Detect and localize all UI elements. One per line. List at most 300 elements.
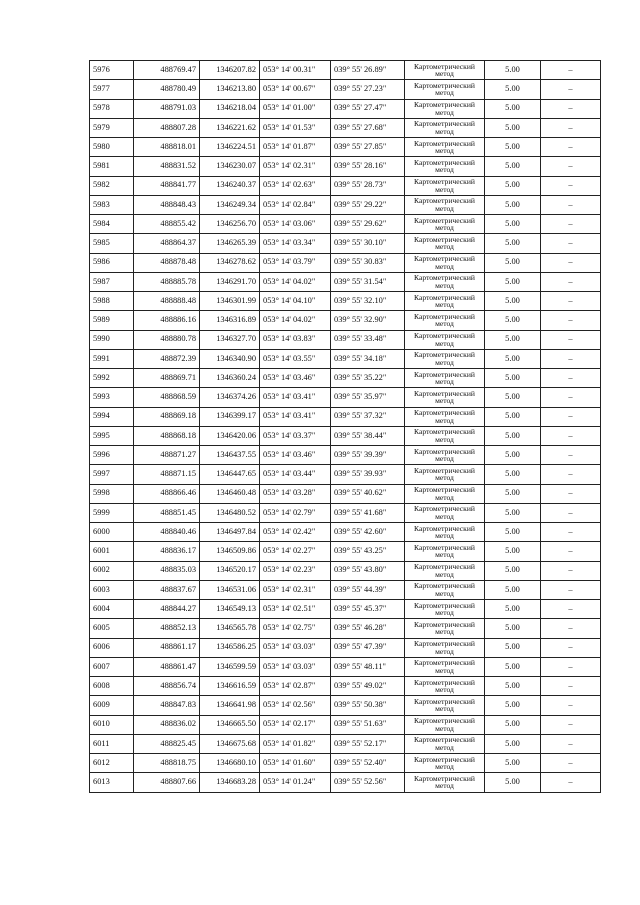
cell-x-coordinate: 488861.17 [134, 638, 200, 657]
cell-y-coordinate: 1346497.84 [200, 523, 260, 542]
cell-latitude: 053° 14' 03.83" [260, 330, 331, 349]
table-row [90, 600, 601, 619]
table-row [90, 195, 601, 214]
cell-note: – [541, 272, 601, 291]
cell-note: – [541, 369, 601, 388]
cell-accuracy: 5.00 [485, 407, 541, 426]
cell-x-coordinate: 488868.59 [134, 388, 200, 407]
cell-longitude: 039° 55' 26.89" [331, 61, 405, 80]
cell-note: – [541, 465, 601, 484]
cell-accuracy: 5.00 [485, 234, 541, 253]
cell-latitude: 053° 14' 01.87" [260, 138, 331, 157]
coordinates-table [89, 60, 601, 793]
cell-longitude: 039° 55' 44.39" [331, 580, 405, 599]
cell-accuracy: 5.00 [485, 715, 541, 734]
table-row [90, 61, 601, 80]
cell-latitude: 053° 14' 01.82" [260, 734, 331, 753]
cell-y-coordinate: 1346221.62 [200, 118, 260, 137]
table-row [90, 542, 601, 561]
cell-method: Картометрический метод [405, 657, 485, 676]
cell-point-number: 6007 [90, 657, 134, 676]
cell-method: Картометрический метод [405, 272, 485, 291]
cell-method: Картометрический метод [405, 176, 485, 195]
cell-note: – [541, 484, 601, 503]
cell-x-coordinate: 488856.74 [134, 677, 200, 696]
cell-y-coordinate: 1346460.48 [200, 484, 260, 503]
cell-latitude: 053° 14' 02.31" [260, 157, 331, 176]
cell-method: Картометрический метод [405, 99, 485, 118]
cell-accuracy: 5.00 [485, 657, 541, 676]
table-row [90, 561, 601, 580]
cell-point-number: 5987 [90, 272, 134, 291]
cell-y-coordinate: 1346420.06 [200, 426, 260, 445]
cell-longitude: 039° 55' 27.85" [331, 138, 405, 157]
cell-y-coordinate: 1346213.80 [200, 80, 260, 99]
cell-longitude: 039° 55' 37.32" [331, 407, 405, 426]
cell-accuracy: 5.00 [485, 61, 541, 80]
cell-longitude: 039° 55' 43.80" [331, 561, 405, 580]
cell-y-coordinate: 1346256.70 [200, 215, 260, 234]
cell-longitude: 039° 55' 52.56" [331, 773, 405, 792]
cell-note: – [541, 773, 601, 792]
cell-x-coordinate: 488847.83 [134, 696, 200, 715]
cell-y-coordinate: 1346291.70 [200, 272, 260, 291]
cell-longitude: 039° 55' 27.68" [331, 118, 405, 137]
cell-x-coordinate: 488851.45 [134, 503, 200, 522]
cell-method: Картометрический метод [405, 426, 485, 445]
cell-y-coordinate: 1346240.37 [200, 176, 260, 195]
cell-point-number: 5977 [90, 80, 134, 99]
cell-accuracy: 5.00 [485, 311, 541, 330]
cell-longitude: 039° 55' 35.22" [331, 369, 405, 388]
cell-latitude: 053° 14' 02.51" [260, 600, 331, 619]
cell-accuracy: 5.00 [485, 215, 541, 234]
cell-latitude: 053° 14' 00.67" [260, 80, 331, 99]
coordinates-table-body [90, 61, 601, 793]
cell-note: – [541, 619, 601, 638]
cell-method: Картометрический метод [405, 215, 485, 234]
cell-latitude: 053° 14' 02.79" [260, 503, 331, 522]
cell-longitude: 039° 55' 49.02" [331, 677, 405, 696]
cell-x-coordinate: 488818.01 [134, 138, 200, 157]
cell-x-coordinate: 488866.46 [134, 484, 200, 503]
cell-method: Картометрический метод [405, 600, 485, 619]
cell-y-coordinate: 1346509.86 [200, 542, 260, 561]
cell-method: Картометрический метод [405, 696, 485, 715]
cell-method: Картометрический метод [405, 311, 485, 330]
cell-accuracy: 5.00 [485, 138, 541, 157]
cell-x-coordinate: 488888.48 [134, 292, 200, 311]
cell-longitude: 039° 55' 32.10" [331, 292, 405, 311]
cell-point-number: 5991 [90, 349, 134, 368]
cell-note: – [541, 195, 601, 214]
cell-y-coordinate: 1346207.82 [200, 61, 260, 80]
cell-x-coordinate: 488872.39 [134, 349, 200, 368]
cell-y-coordinate: 1346641.98 [200, 696, 260, 715]
cell-x-coordinate: 488780.49 [134, 80, 200, 99]
cell-x-coordinate: 488852.13 [134, 619, 200, 638]
cell-note: – [541, 61, 601, 80]
cell-accuracy: 5.00 [485, 677, 541, 696]
cell-note: – [541, 426, 601, 445]
cell-point-number: 6012 [90, 754, 134, 773]
cell-accuracy: 5.00 [485, 696, 541, 715]
cell-accuracy: 5.00 [485, 99, 541, 118]
cell-accuracy: 5.00 [485, 638, 541, 657]
cell-accuracy: 5.00 [485, 272, 541, 291]
cell-latitude: 053° 14' 03.41" [260, 388, 331, 407]
cell-latitude: 053° 14' 03.46" [260, 369, 331, 388]
cell-point-number: 5992 [90, 369, 134, 388]
cell-y-coordinate: 1346249.34 [200, 195, 260, 214]
cell-longitude: 039° 55' 31.54" [331, 272, 405, 291]
cell-point-number: 5988 [90, 292, 134, 311]
cell-note: – [541, 80, 601, 99]
cell-note: – [541, 157, 601, 176]
cell-latitude: 053° 14' 02.56" [260, 696, 331, 715]
cell-longitude: 039° 55' 43.25" [331, 542, 405, 561]
cell-y-coordinate: 1346683.28 [200, 773, 260, 792]
cell-latitude: 053° 14' 03.46" [260, 446, 331, 465]
cell-method: Картометрический метод [405, 446, 485, 465]
cell-method: Картометрический метод [405, 561, 485, 580]
cell-accuracy: 5.00 [485, 773, 541, 792]
table-row [90, 99, 601, 118]
cell-note: – [541, 657, 601, 676]
table-row [90, 349, 601, 368]
cell-longitude: 039° 55' 28.73" [331, 176, 405, 195]
cell-x-coordinate: 488844.27 [134, 600, 200, 619]
cell-x-coordinate: 488836.17 [134, 542, 200, 561]
cell-point-number: 6000 [90, 523, 134, 542]
cell-latitude: 053° 14' 02.84" [260, 195, 331, 214]
cell-y-coordinate: 1346360.24 [200, 369, 260, 388]
cell-method: Картометрический метод [405, 195, 485, 214]
cell-latitude: 053° 14' 02.31" [260, 580, 331, 599]
cell-accuracy: 5.00 [485, 176, 541, 195]
cell-longitude: 039° 55' 39.39" [331, 446, 405, 465]
cell-y-coordinate: 1346586.25 [200, 638, 260, 657]
cell-longitude: 039° 55' 50.38" [331, 696, 405, 715]
cell-note: – [541, 138, 601, 157]
cell-method: Картометрический метод [405, 118, 485, 137]
table-row [90, 754, 601, 773]
cell-point-number: 6006 [90, 638, 134, 657]
cell-latitude: 053° 14' 03.03" [260, 657, 331, 676]
cell-method: Картометрический метод [405, 619, 485, 638]
table-row [90, 619, 601, 638]
cell-y-coordinate: 1346565.78 [200, 619, 260, 638]
cell-y-coordinate: 1346599.59 [200, 657, 260, 676]
cell-y-coordinate: 1346230.07 [200, 157, 260, 176]
cell-latitude: 053° 14' 03.55" [260, 349, 331, 368]
cell-method: Картометрический метод [405, 388, 485, 407]
cell-point-number: 6008 [90, 677, 134, 696]
cell-method: Картометрический метод [405, 580, 485, 599]
table-row [90, 734, 601, 753]
table-row [90, 407, 601, 426]
table-row [90, 138, 601, 157]
cell-note: – [541, 407, 601, 426]
cell-method: Картометрический метод [405, 407, 485, 426]
table-row [90, 272, 601, 291]
cell-latitude: 053° 14' 04.10" [260, 292, 331, 311]
cell-y-coordinate: 1346437.55 [200, 446, 260, 465]
cell-point-number: 5995 [90, 426, 134, 445]
cell-longitude: 039° 55' 27.47" [331, 99, 405, 118]
cell-accuracy: 5.00 [485, 600, 541, 619]
cell-point-number: 6010 [90, 715, 134, 734]
table-row [90, 157, 601, 176]
cell-accuracy: 5.00 [485, 446, 541, 465]
cell-x-coordinate: 488868.18 [134, 426, 200, 445]
cell-accuracy: 5.00 [485, 484, 541, 503]
cell-note: – [541, 600, 601, 619]
cell-note: – [541, 215, 601, 234]
cell-latitude: 053° 14' 04.02" [260, 311, 331, 330]
cell-latitude: 053° 14' 03.06" [260, 215, 331, 234]
cell-x-coordinate: 488885.78 [134, 272, 200, 291]
cell-method: Картометрический метод [405, 523, 485, 542]
cell-x-coordinate: 488840.46 [134, 523, 200, 542]
cell-longitude: 039° 55' 48.11" [331, 657, 405, 676]
cell-longitude: 039° 55' 30.10" [331, 234, 405, 253]
cell-y-coordinate: 1346680.10 [200, 754, 260, 773]
cell-method: Картометрический метод [405, 292, 485, 311]
cell-method: Картометрический метод [405, 773, 485, 792]
table-row [90, 234, 601, 253]
cell-latitude: 053° 14' 03.44" [260, 465, 331, 484]
cell-point-number: 5993 [90, 388, 134, 407]
cell-note: – [541, 754, 601, 773]
cell-note: – [541, 349, 601, 368]
cell-point-number: 6004 [90, 600, 134, 619]
cell-y-coordinate: 1346665.50 [200, 715, 260, 734]
cell-point-number: 5986 [90, 253, 134, 272]
cell-note: – [541, 503, 601, 522]
cell-latitude: 053° 14' 01.60" [260, 754, 331, 773]
cell-y-coordinate: 1346374.26 [200, 388, 260, 407]
cell-point-number: 6001 [90, 542, 134, 561]
table-row [90, 465, 601, 484]
table-row [90, 484, 601, 503]
cell-y-coordinate: 1346278.62 [200, 253, 260, 272]
cell-x-coordinate: 488818.75 [134, 754, 200, 773]
table-row [90, 523, 601, 542]
cell-y-coordinate: 1346340.90 [200, 349, 260, 368]
table-row [90, 638, 601, 657]
cell-point-number: 5999 [90, 503, 134, 522]
cell-x-coordinate: 488807.28 [134, 118, 200, 137]
cell-point-number: 5997 [90, 465, 134, 484]
table-row [90, 80, 601, 99]
cell-note: – [541, 715, 601, 734]
cell-method: Картометрический метод [405, 638, 485, 657]
cell-y-coordinate: 1346447.65 [200, 465, 260, 484]
cell-note: – [541, 523, 601, 542]
cell-accuracy: 5.00 [485, 542, 541, 561]
cell-point-number: 5979 [90, 118, 134, 137]
cell-note: – [541, 696, 601, 715]
cell-longitude: 039° 55' 41.68" [331, 503, 405, 522]
cell-x-coordinate: 488878.48 [134, 253, 200, 272]
cell-note: – [541, 734, 601, 753]
cell-accuracy: 5.00 [485, 754, 541, 773]
cell-latitude: 053° 14' 02.17" [260, 715, 331, 734]
cell-note: – [541, 311, 601, 330]
cell-x-coordinate: 488836.02 [134, 715, 200, 734]
cell-latitude: 053° 14' 01.53" [260, 118, 331, 137]
cell-latitude: 053° 14' 04.02" [260, 272, 331, 291]
cell-longitude: 039° 55' 42.60" [331, 523, 405, 542]
cell-x-coordinate: 488848.43 [134, 195, 200, 214]
cell-y-coordinate: 1346531.06 [200, 580, 260, 599]
cell-longitude: 039° 55' 38.44" [331, 426, 405, 445]
cell-method: Картометрический метод [405, 503, 485, 522]
cell-latitude: 053° 14' 02.23" [260, 561, 331, 580]
cell-latitude: 053° 14' 01.24" [260, 773, 331, 792]
cell-longitude: 039° 55' 47.39" [331, 638, 405, 657]
cell-latitude: 053° 14' 01.00" [260, 99, 331, 118]
cell-point-number: 5996 [90, 446, 134, 465]
cell-note: – [541, 542, 601, 561]
cell-accuracy: 5.00 [485, 195, 541, 214]
cell-latitude: 053° 14' 03.03" [260, 638, 331, 657]
cell-accuracy: 5.00 [485, 80, 541, 99]
cell-y-coordinate: 1346399.17 [200, 407, 260, 426]
cell-note: – [541, 446, 601, 465]
cell-accuracy: 5.00 [485, 426, 541, 445]
cell-method: Картометрический метод [405, 715, 485, 734]
cell-accuracy: 5.00 [485, 619, 541, 638]
cell-longitude: 039° 55' 29.62" [331, 215, 405, 234]
cell-note: – [541, 253, 601, 272]
cell-longitude: 039° 55' 29.22" [331, 195, 405, 214]
cell-method: Картометрический метод [405, 542, 485, 561]
cell-y-coordinate: 1346616.59 [200, 677, 260, 696]
cell-accuracy: 5.00 [485, 292, 541, 311]
table-row [90, 118, 601, 137]
cell-x-coordinate: 488807.66 [134, 773, 200, 792]
cell-y-coordinate: 1346675.68 [200, 734, 260, 753]
cell-x-coordinate: 488837.67 [134, 580, 200, 599]
cell-point-number: 5984 [90, 215, 134, 234]
cell-accuracy: 5.00 [485, 734, 541, 753]
table-row [90, 446, 601, 465]
table-row [90, 503, 601, 522]
cell-note: – [541, 561, 601, 580]
cell-method: Картометрический метод [405, 677, 485, 696]
cell-accuracy: 5.00 [485, 349, 541, 368]
cell-note: – [541, 330, 601, 349]
cell-longitude: 039° 55' 30.83" [331, 253, 405, 272]
cell-point-number: 5998 [90, 484, 134, 503]
cell-method: Картометрический метод [405, 253, 485, 272]
cell-method: Картометрический метод [405, 80, 485, 99]
cell-x-coordinate: 488861.47 [134, 657, 200, 676]
cell-y-coordinate: 1346316.89 [200, 311, 260, 330]
cell-method: Картометрический метод [405, 734, 485, 753]
cell-note: – [541, 580, 601, 599]
cell-x-coordinate: 488791.03 [134, 99, 200, 118]
cell-note: – [541, 118, 601, 137]
cell-latitude: 053° 14' 03.28" [260, 484, 331, 503]
cell-longitude: 039° 55' 40.62" [331, 484, 405, 503]
cell-point-number: 5978 [90, 99, 134, 118]
cell-x-coordinate: 488831.52 [134, 157, 200, 176]
cell-point-number: 5994 [90, 407, 134, 426]
cell-longitude: 039° 55' 39.93" [331, 465, 405, 484]
cell-method: Картометрический метод [405, 484, 485, 503]
cell-longitude: 039° 55' 27.23" [331, 80, 405, 99]
cell-point-number: 6013 [90, 773, 134, 792]
cell-x-coordinate: 488871.27 [134, 446, 200, 465]
cell-x-coordinate: 488855.42 [134, 215, 200, 234]
table-row [90, 253, 601, 272]
cell-x-coordinate: 488871.15 [134, 465, 200, 484]
cell-longitude: 039° 55' 34.18" [331, 349, 405, 368]
cell-x-coordinate: 488835.03 [134, 561, 200, 580]
cell-longitude: 039° 55' 52.40" [331, 754, 405, 773]
cell-longitude: 039° 55' 52.17" [331, 734, 405, 753]
cell-latitude: 053° 14' 02.42" [260, 523, 331, 542]
cell-note: – [541, 292, 601, 311]
cell-method: Картометрический метод [405, 138, 485, 157]
cell-accuracy: 5.00 [485, 580, 541, 599]
cell-point-number: 5981 [90, 157, 134, 176]
cell-latitude: 053° 14' 02.75" [260, 619, 331, 638]
table-row [90, 696, 601, 715]
cell-point-number: 6009 [90, 696, 134, 715]
cell-note: – [541, 176, 601, 195]
cell-longitude: 039° 55' 28.16" [331, 157, 405, 176]
cell-point-number: 5989 [90, 311, 134, 330]
cell-note: – [541, 677, 601, 696]
table-row [90, 369, 601, 388]
cell-x-coordinate: 488869.18 [134, 407, 200, 426]
cell-point-number: 6003 [90, 580, 134, 599]
cell-x-coordinate: 488880.78 [134, 330, 200, 349]
cell-method: Картометрический метод [405, 330, 485, 349]
cell-method: Картометрический метод [405, 157, 485, 176]
cell-point-number: 5976 [90, 61, 134, 80]
cell-accuracy: 5.00 [485, 465, 541, 484]
cell-method: Картометрический метод [405, 465, 485, 484]
table-row [90, 215, 601, 234]
cell-latitude: 053° 14' 02.27" [260, 542, 331, 561]
cell-longitude: 039° 55' 45.37" [331, 600, 405, 619]
table-row [90, 311, 601, 330]
cell-longitude: 039° 55' 33.48" [331, 330, 405, 349]
table-row [90, 292, 601, 311]
table-row [90, 677, 601, 696]
table-row [90, 715, 601, 734]
cell-method: Картометрический метод [405, 349, 485, 368]
cell-y-coordinate: 1346549.13 [200, 600, 260, 619]
cell-latitude: 053° 14' 03.79" [260, 253, 331, 272]
table-row [90, 330, 601, 349]
cell-longitude: 039° 55' 32.90" [331, 311, 405, 330]
cell-note: – [541, 234, 601, 253]
cell-y-coordinate: 1346265.39 [200, 234, 260, 253]
cell-latitude: 053° 14' 03.34" [260, 234, 331, 253]
cell-method: Картометрический метод [405, 61, 485, 80]
cell-method: Картометрический метод [405, 234, 485, 253]
table-row [90, 388, 601, 407]
cell-point-number: 6002 [90, 561, 134, 580]
table-row [90, 176, 601, 195]
table-row [90, 773, 601, 792]
